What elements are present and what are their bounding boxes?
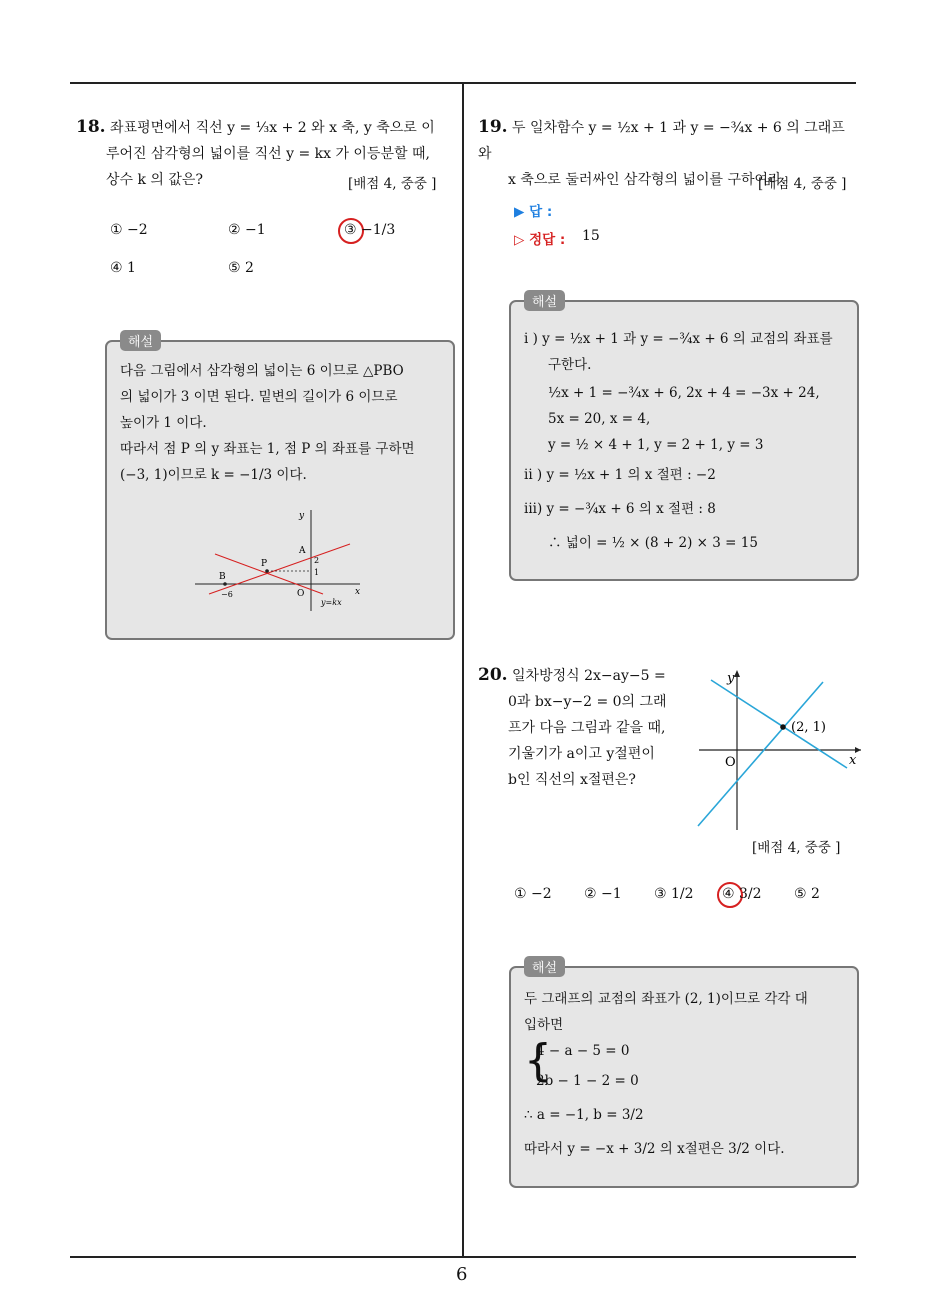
q18-fig-1: 1	[314, 568, 320, 577]
q19-correct-label: ▷ 정답 :	[514, 232, 566, 248]
q18-sol-line1: 다음 그림에서 삼각형의 넓이는 6 이므로 △PBO	[120, 363, 404, 379]
page-number: 6	[456, 1264, 468, 1285]
q20-number: 20.	[478, 665, 508, 685]
q18-fig-A: A	[299, 546, 306, 556]
q20-fig-point: (2, 1)	[791, 720, 826, 735]
q20-figure	[695, 666, 865, 832]
q18-fig-O: O	[297, 589, 305, 599]
q18-option-3[interactable]: ③ −1/3	[344, 222, 396, 238]
q20-option-5[interactable]: ⑤ 2	[794, 886, 820, 902]
q18-sol-line3: 높이가 1 이다.	[120, 415, 207, 431]
q18-fig-B: B	[219, 572, 226, 582]
q18-fig-2: 2	[314, 556, 320, 565]
q19-sol-line4: 5x = 20, x = 4,	[548, 411, 651, 427]
q20-option-1[interactable]: ① −2	[514, 886, 552, 902]
q19-line2: x 축으로 둘러싸인 삼각형의 넓이를 구하여라.	[508, 172, 787, 188]
q19-meta: [배점 4, 중중 ]	[758, 176, 847, 192]
q18-figure	[195, 506, 365, 614]
q20-line1: 일차방정식 2x−ay−5 =	[512, 668, 666, 684]
q20-fig-O: O	[725, 755, 736, 770]
q20-sol-line2: 입하면	[524, 1017, 564, 1033]
q18-fig-line: y=kx	[321, 598, 342, 607]
q20-sol-line5: ∴ a = −1, b = 3/2	[524, 1107, 644, 1123]
q19-number: 19.	[478, 117, 508, 137]
q18-fig-y: y	[299, 511, 305, 521]
q20-solution-tag: 해설	[524, 956, 565, 977]
q19-sol-line7: iii) y = −¾x + 6 의 x 절편 : 8	[524, 501, 716, 517]
q18-sol-line2: 의 넓이가 3 이면 된다. 밑변의 길이가 6 이므로	[120, 389, 398, 405]
q18-line1: 좌표평면에서 직선 y = ⅓x + 2 와 x 축, y 축으로 이	[110, 120, 435, 136]
q19-solution-tag: 해설	[524, 290, 565, 311]
q20-question	[478, 662, 698, 793]
q18-fig-m6: −6	[221, 590, 233, 599]
q20-option-4[interactable]: ④ 3/2	[722, 886, 762, 902]
q20-line5: b인 직선의 x절편은?	[508, 772, 636, 788]
q18-sol-line4: 따라서 점 P 의 y 좌표는 1, 점 P 의 좌표를 구하면	[120, 441, 415, 457]
q20-fig-y: y	[727, 671, 735, 686]
q19-correct-value: 15	[582, 228, 600, 244]
q18-number: 18.	[76, 117, 106, 137]
q20-sol-line3: 4 − a − 5 = 0	[536, 1043, 630, 1059]
q19-answer-label: ▶ 답 :	[514, 204, 553, 220]
q18-option-2[interactable]: ② −1	[228, 222, 266, 238]
q19-sol-line5: y = ½ × 4 + 1, y = 2 + 1, y = 3	[548, 437, 764, 453]
q20-option-3[interactable]: ③ 1/2	[654, 886, 694, 902]
q20-sol-line6: 따라서 y = −x + 3/2 의 x절편은 3/2 이다.	[524, 1141, 785, 1157]
q18-line3: 상수 k 의 값은?	[106, 172, 203, 188]
q20-sol-line4: 2b − 1 − 2 = 0	[536, 1073, 639, 1089]
bottom-rule	[70, 1256, 856, 1258]
q18-line2: 루어진 삼각형의 넓이를 직선 y = kx 가 이등분할 때,	[106, 146, 430, 162]
q20-meta: [배점 4, 중중 ]	[752, 840, 841, 856]
q19-sol-line2: 구한다.	[548, 357, 592, 373]
q18-meta: [배점 4, 중중 ]	[348, 176, 437, 192]
q20-line2: 0과 bx−y−2 = 0의 그래	[508, 694, 667, 710]
q19-sol-line8: ∴ 넓이 = ½ × (8 + 2) × 3 = 15	[548, 535, 758, 551]
q20-line4: 기울기가 a이고 y절편이	[508, 746, 655, 762]
q18-option-1[interactable]: ① −2	[110, 222, 148, 238]
q20-fig-x: x	[849, 753, 857, 768]
q20-brace: {	[524, 1035, 552, 1086]
q18-solution-tag: 해설	[120, 330, 161, 351]
q18-option-5[interactable]: ⑤ 2	[228, 260, 254, 276]
q20-sol-line1: 두 그래프의 교점의 좌표가 (2, 1)이므로 각각 대	[524, 991, 808, 1007]
q19-line1: 두 일차함수 y = ½x + 1 과 y = −¾x + 6 의 그래프와	[478, 120, 845, 162]
q18-option-4[interactable]: ④ 1	[110, 260, 136, 276]
q18-sol-line5: (−3, 1)이므로 k = −1/3 이다.	[120, 467, 307, 483]
q20-option-2[interactable]: ② −1	[584, 886, 622, 902]
q20-line3: 프가 다음 그림과 같을 때,	[508, 720, 666, 736]
q19-sol-line1: i ) y = ½x + 1 과 y = −¾x + 6 의 교점의 좌표를	[524, 331, 833, 347]
q19-sol-line6: ii ) y = ½x + 1 의 x 절편 : −2	[524, 467, 716, 483]
q18-fig-P: P	[261, 559, 268, 569]
column-divider	[462, 82, 464, 1257]
q18-fig-x: x	[355, 587, 361, 597]
q19-sol-line3: ½x + 1 = −¾x + 6, 2x + 4 = −3x + 24,	[548, 385, 820, 401]
